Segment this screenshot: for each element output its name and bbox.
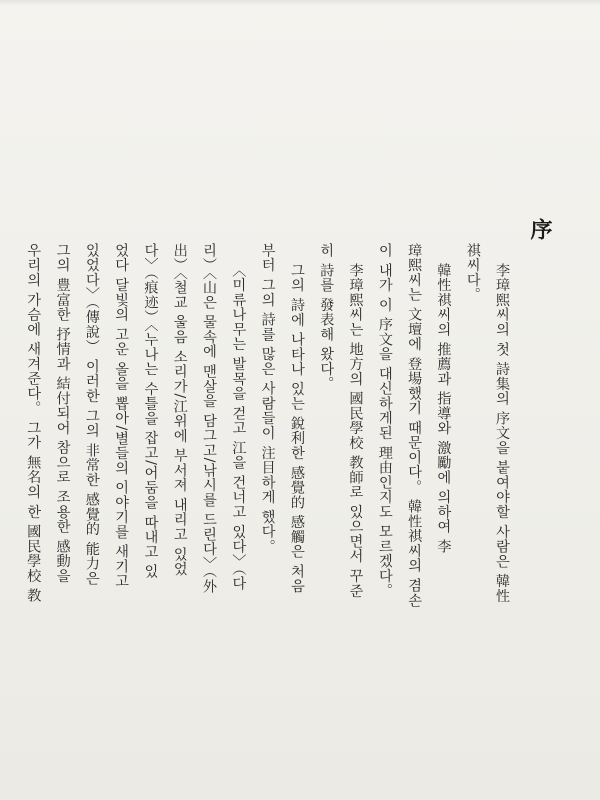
vertical-text-body [25, 243, 516, 773]
text-column: 李璋熙씨의 첫 詩集의 序文을 붙여야할 사람은 韓性 [494, 263, 510, 604]
text-column: 그의 詩에 나타나 있는 銳利한 感覺的 感觸은 처음 [288, 263, 305, 594]
section-title: 序 [527, 218, 553, 240]
text-column: 璋熙씨는 文壇에 登場했기 때문이다。 韓性祺씨의 겸손 [406, 243, 423, 608]
text-column: 韓性祺씨의 推薦과 指導와 激勵에 의하여 李 [435, 263, 452, 554]
text-column: 다〉（痕迹）〈누나는 수틀을 잡고/어둠을 따내고 있 [142, 243, 159, 579]
text-column: 우리의 가슴에 새겨준다。 그가 無名의 한 國民學校 教 [25, 243, 42, 603]
text-column: 〈미류나무는 발목을 걷고 江을 건너고 있다〉（다 [230, 263, 247, 591]
text-column: 리）〈山은 물속에 맨살을 담그고/낚시를 드린다〉（外 [201, 243, 218, 594]
text-column: 그의 豊富한 抒情과 結付되어 참으로 조용한 感動을 [54, 243, 71, 584]
text-column: 李璋熙씨는 地方의 國民學校 教師로 있으면서 꾸준 [347, 263, 364, 599]
text-column: 있었다〉（傳說） 이러한 그의 非常한 感覺的 能力은 [83, 243, 100, 586]
text-column: 히 詩를 發表해 왔다。 [318, 243, 335, 391]
text-column: 부터 그의 詩를 많은 사람들이 注目하게 했다。 [259, 243, 276, 554]
page-edge-shadow [0, 0, 600, 6]
text-column: 었다 달빛의 고운 올을 뽑아/별들의 이야기를 새기고 [113, 243, 130, 589]
text-column: 이 내가 이 序文을 대신하게된 理由인지도 모르겠다。 [376, 243, 393, 598]
text-column: 出）〈철교 울음 소리가/江위에 부서져 내리고 있었 [171, 243, 188, 577]
text-column: 祺씨다。 [464, 243, 481, 302]
